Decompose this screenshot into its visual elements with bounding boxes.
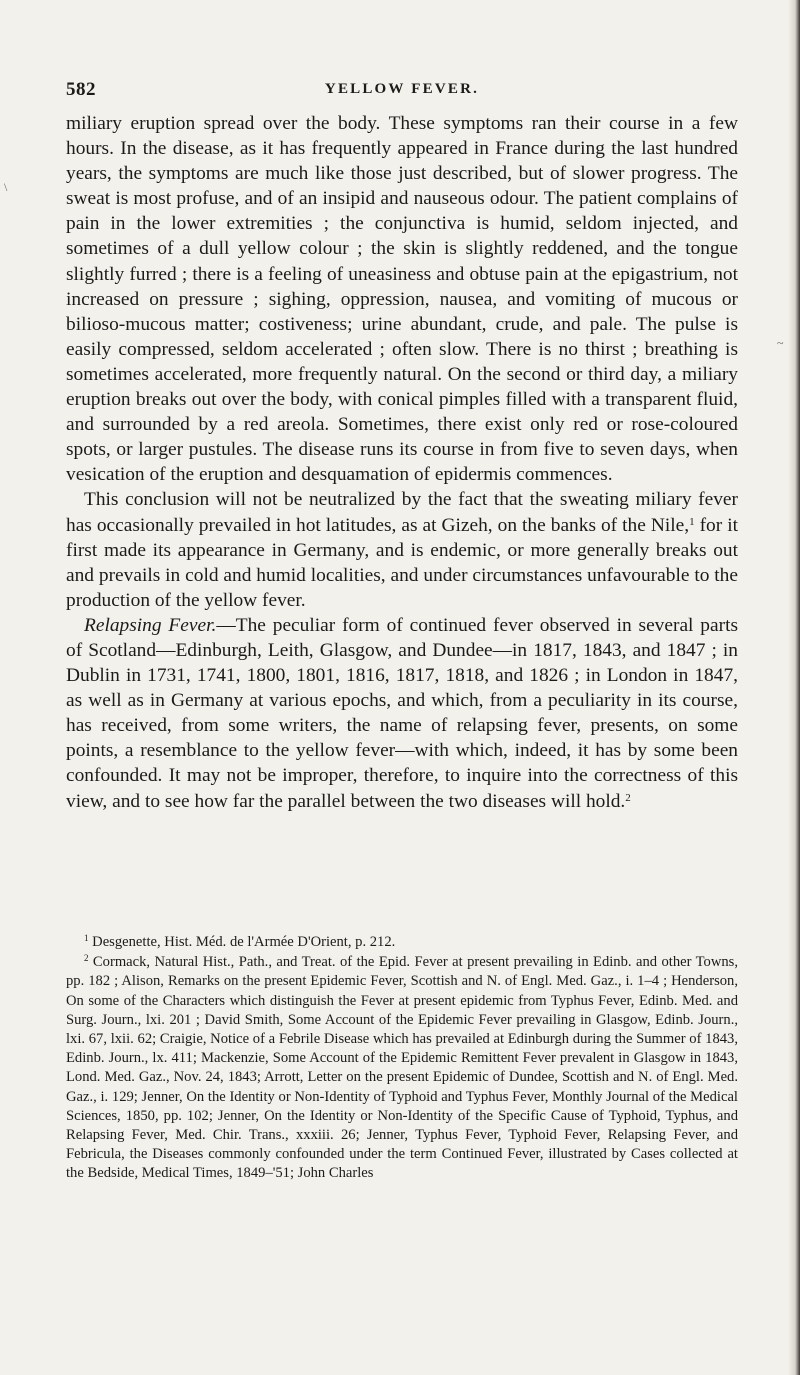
footnote-1 — [66, 933, 738, 952]
footnotes — [66, 933, 738, 1185]
paragraph-3-text: —The peculiar form of continued fever observed in several parts of Scotland—Edinburgh, Leith, Glasgow, and Dundee—in 1817, 1843, and 1847 ; in Dublin in 1731, 1741, 1800, 1801, 1816, 1817, 1818, and 1826 ; in London in 1847, as well as in Germany at various epochs, and which, from a peculiarity in its course, has received, from some writers, the name of relapsing fever, presents, on some points, a resemblance to the yellow fever—with which, indeed, it has by some been confounded. It may not be improper, therefore, to inquire into the correctness of this view, and to see how far the parallel between the two diseases will hold. — [66, 614, 739, 812]
footnote-2-text: Cormack, Natural Hist., Path., and Treat. of the Epid. Fever at present prevailing in Edinb. and other Towns, pp. 182 ; Alison, Remarks on the present Epidemic Fever, Scottish and N. of Engl. Med. Gaz., i. 1–4 ; Henderson, On some of the Characters which distinguish the Fever at present epidemic from Typhus Fever, Edinb. Med. and Surg. Journ., lxi. 201 ; David Smith, Some Account of the Epidemic Fever prevailing in Glasgow, Edinb. Journ., lxi. 67, lxii. 62; Craigie, Notice of a Febrile Disease which has prevailed at Edinburgh during the Summer of 1843, Edinb. Journ., lx. 411; Mackenzie, Some Account of the Epidemic Remittent Fever prevalent in Glasgow in 1843, Lond. Med. Gaz., Nov. 24, 1843; Arrott, Letter on the present Epidemic of Dundee, Scottish and N. of Engl. Med. Gaz., i. 129; Jenner, On the Identity or Non-Identity of Typhoid and Typhus Fever, Monthly Journal of the Medical Sciences, 1850, pp. 102; Jenner, On the Identity or Non-Identity of the Specific Cause of Typhoid, Typhus, and Relapsing Fever, Med. Chir. Trans., xxxiii. 26; Jenner, Typhus Fever, Typhoid Fever, Relapsing Fever, and Febricula, the Diseases commonly confounded under the term Continued Fever, illustrated by Cases collected at the Bedside, Medical Times, 1849–'51; John Charles — [66, 954, 738, 1182]
paragraph-2-text-a: This conclusion will not be neutralized by the fact that the sweating miliary fever has occasionally prevailed in hot latitudes, as at Gizeh, on the banks of the Nile, — [66, 489, 738, 536]
margin-mark-right: ~ — [777, 336, 784, 350]
page-edge-shadow — [788, 0, 800, 1375]
page-header — [66, 79, 738, 105]
paragraph-1-text: miliary eruption spread over the body. These symptoms ran their course in a few hours. In the disease, as it has frequently appeared in France during the last hundred years, the symptoms are much like those just described, but of slower progress. The sweat is most profuse, and of an insipid and nauseous odour. The patient complains of pain in the lower extremities ; the conjunctiva is humid, seldom injected, and sometimes of a dull yellow colour ; the skin is slightly reddened, and the tongue slightly furred ; there is a feeling of uneasiness and obtuse pain at the epigastrium, not increased on pressure ; sighing, oppression, nausea, and vomiting of mucous or bilioso-mucous matter; costiveness; urine abundant, crude, and pale. The pulse is easily compressed, seldom accelerated ; often slow. There is no thirst ; breathing is sometimes accelerated, more frequently natural. On the second or third day, a miliary eruption breaks out over the body, with conical pimples filled with a transparent fluid, and surrounded by a red areola. Sometimes, there exist only red or rose-coloured spots, or larger pustules. The disease runs its course in from five to seven days, when vesication of the eruption and desquamation of epidermis commences. — [66, 113, 738, 486]
footnote-ref-1: 1 — [689, 515, 695, 528]
margin-mark-left: \ — [4, 180, 8, 194]
running-head: YELLOW FEVER. — [324, 81, 480, 97]
page-number: 582 — [66, 79, 96, 100]
body-text — [66, 111, 738, 814]
footnote-1-mark: 1 — [84, 933, 89, 943]
paragraph-2 — [66, 487, 738, 612]
footnote-ref-2: 2 — [625, 791, 631, 804]
section-title-relapsing-fever: Relapsing Fever. — [84, 614, 217, 636]
paragraph-1 — [66, 111, 738, 487]
footnote-2-mark: 2 — [84, 953, 89, 964]
footnote-2 — [66, 953, 738, 1183]
footnote-1-text: Desgenette, Hist. Méd. de l'Armée D'Orient, p. 212. — [88, 934, 396, 950]
paragraph-2-text-b: for it first made its appearance in Germany, and is endemic, or more generally breaks out and prevails in cold and humid localities, and under circumstances unfavourable to the production of the yellow fever. — [66, 514, 738, 611]
paragraph-3 — [66, 613, 738, 814]
